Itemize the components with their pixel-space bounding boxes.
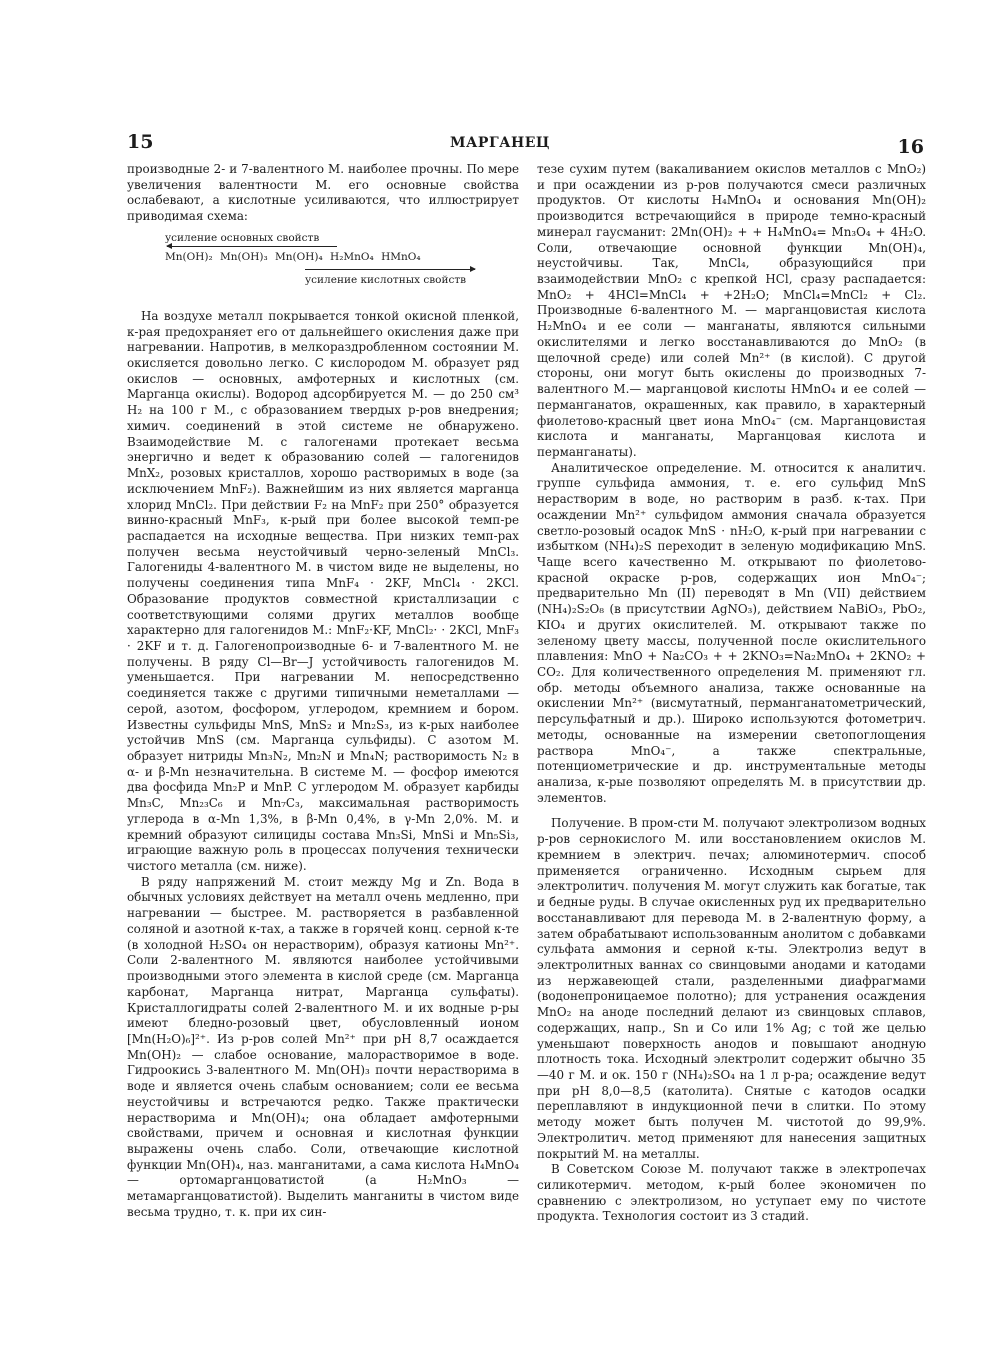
- scheme-top-label: усиление основных свойств: [165, 231, 320, 244]
- page-number-right: 16: [897, 136, 924, 158]
- right-column: [537, 162, 926, 1225]
- paragraph: тезе сухим путем (вакаливанием окислов металлов с MnO₂) и при осаждении из р-ров получаются смеси различных продуктов. От кислоты H₄MnO₄ и основания Mn(OH)₂ производится встречающийся в природе темно-красный минерал гаусманит: 2Mn(OH)₂ + + H₄MnO₄= Mn₃O₄ + 4H₂O. Соли, отвечающие основной функции Mn(OH)₄, неустойчивы. Так, MnCl₄, образующийся при взаимодействии MnO₂ с крепкой HCl, сразу распадается: MnO₂ + 4HCl=MnCl₄ + +2H₂O; MnCl₄=MnCl₂ + Cl₂. Производные 6-валентного М. — марганцовистая кислота H₂MnO₄ и ее соли — манганаты, являются сильными окислителями и легко восстанавливаются до MnO₂ (в щелочной среде) или солей Mn²⁺ (в кислой). С другой стороны, они могут быть окислены до производных 7-валентного М.— марганцовой кислоты HMnO₄ и ее солей — перманганатов, окрашенных, как правило, в характерный фиолетово-красный цвет иона MnO₄⁻ (см. Марганцовистая кислота и манганаты, Марганцовая кислота и перманганаты).: [537, 162, 926, 459]
- paragraph: В Советском Союзе М. получают также в электропечах силикотермич. методом, к-рый более экономичен по сравнению с электролизом, но уступает ему по чистоте продукта. Технология состоит из 3 стадий.: [537, 1162, 926, 1224]
- scheme-bottom-label: усиление кислотных свойств: [305, 273, 467, 286]
- left-column: [127, 162, 519, 1221]
- paragraph: Аналитическое определение. М. относится к аналитич. группе сульфида аммония, т. е. его сульфид MnS нерастворим в воде, но растворим в разб. к-тах. При осаждении Mn²⁺ сульфидом аммония сначала образуется светло-розовый осадок MnS · nH₂O, к-рый при нагревании с избытком (NH₄)₂S переходит в зеленую модификацию MnS. Чаще всего качественно М. открывают по фиолетово-красной окраске р-ров, содержащих ион MnO₄⁻; предварительно Mn (II) переводят в Mn (VII) действием (NH₄)₂S₂O₈ (в присутствии AgNO₃), действием NaBiO₃, PbO₂, KIO₄ и других окислителей. М. открывают также по зеленому цвету массы, полученной после окислительного плавления: MnO + Na₂CO₃ + + 2KNO₃=Na₂MnO₄ + 2KNO₂ + CO₂. Для количественного определения М. применяют гл. обр. методы объемного анализа, также основанные на окислении Mn²⁺ (висмутатный, перманганатометрический, персульфатный и др.). Широко используются фотометрич. методы, основанные на измерении светопоглощения раствора MnO₄⁻, а также спектральные, потенциометрические и др. инструментальные методы анализа, к-рые позволяют определять М. в присутствии др. элементов.: [537, 460, 926, 805]
- paragraph: В ряду напряжений М. стоит между Mg и Zn. Вода в обычных условиях действует на металл очень медленно, при нагревании — быстрее. М. растворяется в разбавленной соляной и азотной к-тах, а также в горячей конц. серной к-те (в холодной H₂SO₄ он нерастворим), образуя катионы Mn²⁺. Соли 2-валентного М. являются наиболее устойчивыми производными этого элемента в кислой среде (см. Марганца карбонат, Марганца нитрат, Марганца сульфаты). Кристаллогидраты солей 2-валентного М. и их водные р-ры имеют бледно-розовый цвет, обусловленный ионом [Mn(H₂O)₆]²⁺. Из р-ров солей Mn²⁺ при pH 8,7 осаждается Mn(OH)₂ — слабое основание, малорастворимое в воде. Гидроокись 3-валентного М. Mn(OH)₃ почти нерастворима в воде и является очень слабым основанием; соли ее весьма неустойчивы и встречаются редко. Также практически нерастворима и Mn(OH)₄; она обладает амфотерными свойствами, причем и основная и кислотная функции выражены очень слабо. Соли, отвечающие кислотной функции Mn(OH)₄, наз. манганитами, а сама кислота H₄MnO₄— ортомарганцоватистой (а H₂MnO₃ — метамарганцоватистой). Выделить манганиты в чистом виде весьма трудно, т. к. при их син-: [127, 874, 519, 1219]
- paragraph: Получение. В пром-сти М. получают электролизом водных р-ров сернокислого М. или восстановлением окислов М. кремнием в электрич. печах; алюминотермич. способ применяется ограниченно. Исходным сырьем для электролитич. получения М. могут служить как богатые, так и бедные руды. В случае окисленных руд их предварительно восстанавливают для перевода М. в 2-валентную форму, а затем обрабатывают использованным анолитом с добавками сульфата аммония и серной к-ты. Электролиз ведут в электролитных ваннах со свинцовыми анодами и катодами из нержавеющей стали, разделенными диафрагмами (водонепроницаемое полотно); для устранения осаждения MnO₂ на аноде последний делают из свинцовых сплавов, содержащих, напр., Sn и Co или 1% Ag; с той же целью уменьшают поверхность анодов и повышают анодную плотность тока. Исходный электролит содержит обычно 35—40 г М. и ок. 150 г (NH₄)₂SO₄ на 1 л р-ра; осаждение ведут при pH 8,0—8,5 (католита). Снятые с катодов осадки переплавляют в индукционной печи в слитки. По этому методу может быть получен М. чистотой до 99,9%. Электролитич. метод применяют для нанесения защитных покрытий М. на металлы.: [537, 816, 926, 1161]
- paragraph: На воздухе металл покрывается тонкой окисной пленкой, к-рая предохраняет его от дальнейшего окисления даже при нагревании. Напротив, в мелкораздробленном состоянии М. окисляется довольно легко. С кислородом М. образует ряд окислов — основных, амфотерных и кислотных (см. Марганца окислы). Водород адсорбируется М. — до 250 см³ H₂ на 100 г М., с образованием твердых р-ров внедрения; химич. соединений в этой системе не обнаружено. Взаимодействие М. с галогенами протекает весьма энергично и ведет к образованию солей — галогенидов MnX₂, розовых кристаллов, хорошо растворимых в воде (за исключением MnF₂). Важнейшим из них является марганца хлорид MnCl₂. При действии F₂ на MnF₂ при 250° образуется винно-красный MnF₃, к-рый при более высокой темп-ре распадается на исходные вещества. При низких темп-рах получен весьма неустойчивый черно-зеленый MnCl₃. Галогениды 4-валентного М. в чистом виде не выделены, но получены соединения типа MnF₄ · 2KF, MnCl₄ · 2KCl. Образование продуктов совместной кристаллизации с соответствующими солями других металлов вообще характерно для галогенидов М.: MnF₂·KF, MnCl₂· · 2KCl, MnF₃ · 2KF и т. д. Галогенопроизводные 6- и 7-валентного М. не получены. В ряду Cl—Br—J устойчивость галогенидов М. уменьшается. При нагревании М. непосредственно соединяется также с другими типичными неметаллами — серой, азотом, фосфором, углеродом, кремнием и бором. Известны сульфиды MnS, MnS₂ и Mn₂S₃, из к-рых наиболее устойчив MnS (см. Марганца сульфиды). С азотом М. образует нитриды Mn₃N₂, Mn₂N и Mn₄N; растворимость N₂ в α- и β-Mn незначительна. В системе М. — фосфор имеются два фосфида Mn₂P и MnP. С углеродом М. образует карбиды Mn₃C, Mn₂₃C₆ и Mn₇C₃, максимальная растворимость углерода в α-Mn 1,3%, в β-Mn 0,4%, в γ-Mn 2,0%. М. и кремний образуют силициды состава Mn₃Si, MnSi и Mn₅Si₃, играющие важную роль в процессах получения технически чистого металла (см. ниже).: [127, 308, 519, 874]
- acid-base-scheme: [127, 231, 519, 301]
- left-arrow-icon: [167, 246, 337, 247]
- scheme-formulas: Mn(OH)₂ Mn(OH)₃ Mn(OH)₄ H₂MnO₄ HMnO₄: [165, 250, 421, 263]
- page-number-left: 15: [127, 131, 154, 153]
- spacer: [537, 806, 926, 816]
- paragraph: производные 2- и 7-валентного М. наиболее прочны. По мере увеличения валентности М. его основные свойства ослабевают, а кислотные усиливаются, что иллюстрирует приводимая схема:: [127, 162, 519, 224]
- right-arrow-icon: [305, 269, 475, 270]
- running-title: МАРГАНЕЦ: [450, 135, 550, 151]
